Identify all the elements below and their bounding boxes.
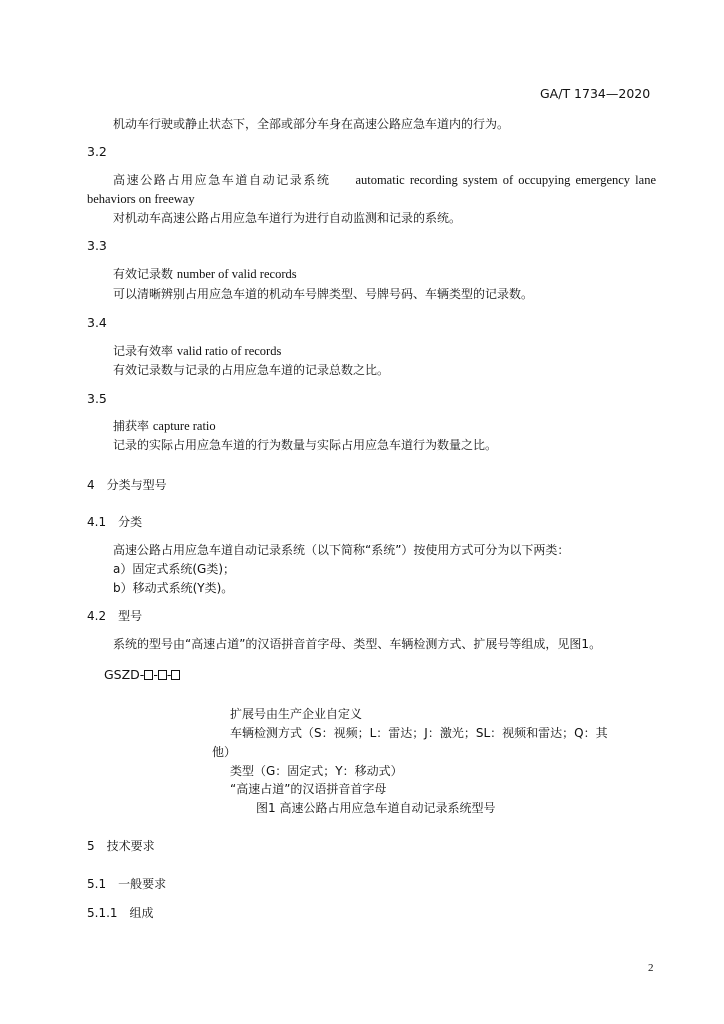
figure-label-prefix: “高速占道”的汉语拼音首字母 [230,782,387,796]
term-number-3-4: 3.4 [87,315,107,330]
page-number: 2 [648,962,654,974]
term-number-3-3: 3.3 [87,238,107,253]
figure-label-detection-cont: 他） [212,745,237,759]
term-3-3-en: number of valid records [176,267,297,281]
term-3-2-definition: 对机动车高速公路占用应急车道行为进行自动监测和记录的系统。 [113,211,462,225]
term-3-4-en: valid ratio of records [176,344,282,358]
intro-line: 机动车行驶或静止状态下，全部或部分车身在高速公路应急车道内的行为。 [113,117,510,131]
term-3-2-en-part1: automatic recording system of occupying emergency lane [355,173,656,187]
figure-label-extension: 扩展号由生产企业自定义 [230,707,363,721]
term-3-3-zh: 有效记录数 [113,267,174,281]
figure-label-detection: 车辆检测方式（S：视频；L：雷达；J：激光；SL：视频和雷达；Q：其 [230,726,608,740]
term-3-4-zh: 记录有效率 [113,344,174,358]
section-5-1-heading: 5.1 一般要求 [87,877,167,891]
figure-label-type: 类型（G：固定式；Y：移动式） [230,764,403,778]
section-5-heading: 5 技术要求 [87,839,155,853]
figure-caption: 图1 高速公路占用应急车道自动记录系统型号 [256,801,496,815]
term-number-3-5: 3.5 [87,391,107,406]
model-separator: - [166,667,172,682]
term-3-2-title-line [113,172,656,188]
section-4-1-heading: 4.1 分类 [87,515,143,529]
term-3-5-definition: 记录的实际占用应急车道的行为数量与实际占用应急车道行为数量之比。 [113,438,498,452]
term-3-4-definition: 有效记录数与记录的占用应急车道的记录总数之比。 [113,363,390,377]
section-5-1-1-heading: 5.1.1 组成 [87,906,154,920]
model-box-extension [171,670,180,680]
model-designation [104,667,180,683]
model-prefix: GSZD- [104,667,145,682]
section-4-2-heading: 4.2 型号 [87,609,143,623]
model-separator: - [153,667,158,682]
term-3-5-zh: 捕获率 [113,419,150,433]
term-3-4-title-line [113,343,281,359]
model-box-detection [158,670,167,680]
term-3-2-en-part2: behaviors on freeway [87,192,195,206]
section-4-1-item-b: b）移动式系统(Y类)。 [113,581,234,595]
section-4-heading: 4 分类与型号 [87,478,167,492]
term-3-2-zh: 高速公路占用应急车道自动记录系统 [113,173,331,187]
section-4-1-text: 高速公路占用应急车道自动记录系统（以下简称“系统”）按使用方式可分为以下两类： [113,543,570,557]
term-3-5-en: capture ratio [152,419,216,433]
section-4-1-item-a: a）固定式系统(G类)； [113,562,236,576]
term-3-5-title-line [113,418,216,434]
model-box-type [144,670,153,680]
page-header-doc-id: GA/T 1734—2020 [540,86,651,101]
term-3-3-title-line [113,266,297,282]
section-4-2-text: 系统的型号由“高速占道”的汉语拼音首字母、类型、车辆检测方式、扩展号等组成，见图1。 [113,637,602,651]
term-number-3-2: 3.2 [87,144,107,159]
term-3-3-definition: 可以清晰辨别占用应急车道的机动车号牌类型、号牌号码、车辆类型的记录数。 [113,287,534,301]
